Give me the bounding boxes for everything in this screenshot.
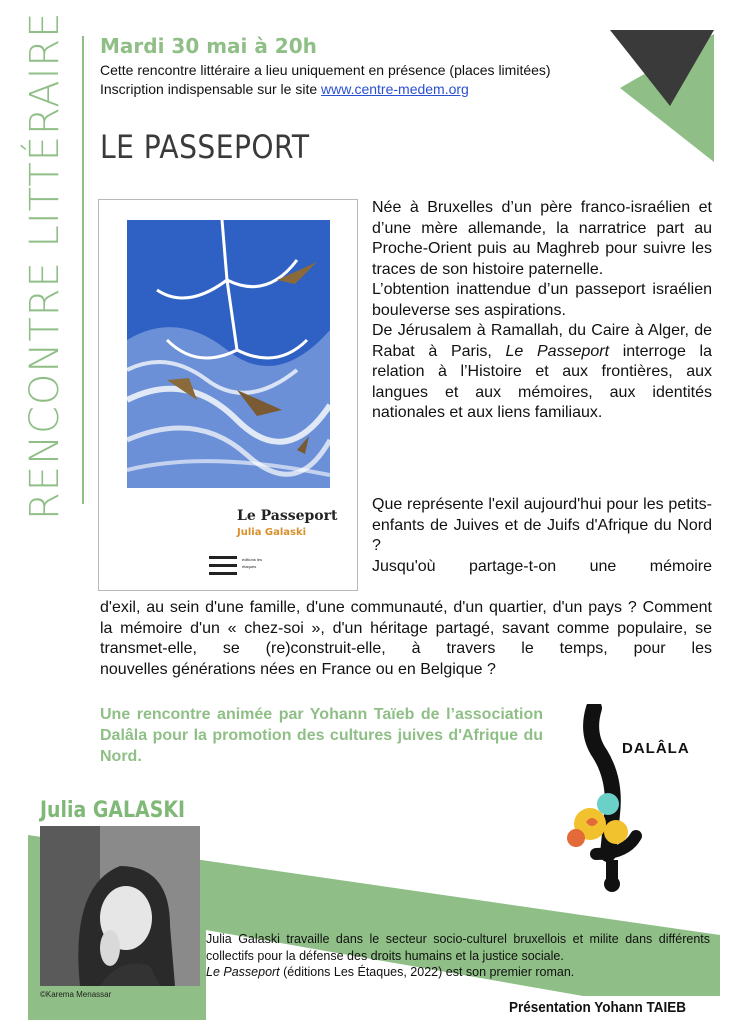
event-registration-line — [100, 81, 469, 97]
book-cover — [98, 199, 358, 591]
question-paragraph: Que représente l'exil aujourd'hui pour les petits-enfants de Juives et de Juifs d'Afrique du Nord ? — [372, 496, 712, 554]
questions-block — [372, 495, 712, 577]
publisher-name: éditions les étaques — [242, 557, 263, 569]
cover-title: Le Passeport — [237, 508, 338, 524]
description-paragraph — [372, 321, 712, 424]
animation-note: Une rencontre animée par Yohann Taïeb de l’association Dalâla pour la promotion des cultures juives d'Afrique du Nord. — [100, 706, 543, 765]
question-continuation — [100, 598, 712, 680]
question-last-line: nouvelles générations nées en France ou en Belgique ? — [100, 660, 496, 678]
bio-line: Julia Galaski travaille dans le secteur socio-culturel bruxellois et milite dans différents collectifs pour la défense des droits humains et la justice sociale. — [206, 932, 710, 963]
description-text: De Jérusalem à Ramallah, du Caire à Alger, de Rabat à Paris, — [372, 322, 712, 360]
dalala-name: DALÂLA — [622, 740, 690, 757]
presenter-credit: Présentation Yohann TAIEB — [509, 999, 687, 1016]
bio-book-title: Le Passeport — [206, 965, 280, 979]
description-paragraph: Née à Bruxelles d’un père franco-israélien et d’une mère allemande, la narratrice part au Proche-Orient puis au Maghreb pour suivre les traces de son histoire paternelle. — [372, 199, 712, 278]
corner-triangles — [610, 30, 720, 166]
event-date: Mardi 30 mai à 20h — [100, 34, 317, 58]
page-title: LE PASSEPORT — [100, 128, 310, 166]
event-info-line: Cette rencontre littéraire a lieu uniquement en présence (places limitées) — [100, 62, 551, 78]
question-lead: Jusqu'où partage-t-on une mémoire — [372, 557, 712, 575]
cover-author: Julia Galaski — [237, 527, 307, 538]
side-divider — [82, 36, 84, 504]
author-photo — [40, 826, 200, 986]
book-title-italic: Le Passeport — [505, 342, 610, 360]
photo-credit: ©Karema Menassar — [40, 990, 112, 999]
description-text: interroge la relation à l’Histoire et aux frontières, aux langues et aux mémoires, aux identités nationales et aux liens familiaux. — [372, 342, 713, 421]
registration-text: Inscription indispensable sur le site — [100, 81, 322, 97]
author-bio — [206, 931, 710, 981]
bio-text: (éditions Les Étaques, 2022) est son premier roman. — [279, 965, 575, 979]
publisher-logo — [209, 556, 237, 576]
cover-artwork — [127, 220, 330, 488]
question-text: d'exil, au sein d'une famille, d'une communauté, d'un quartier, d'un pays ? Comment la mémoire d'un « chez-soi », d'un héritage partagé, savant comme populaire, se transmet-elle, se (re)construit-elle, à travers le temps, pour les — [100, 599, 712, 657]
book-description — [372, 198, 712, 424]
website-link[interactable]: www.centre-medem.org — [321, 81, 469, 97]
side-label: RENCONTRE LITTÉRAIRE — [22, 11, 68, 520]
bio-line — [206, 964, 710, 981]
author-name: Julia GALASKI — [40, 798, 186, 823]
description-paragraph: L’obtention inattendue d’un passeport israélien bouleverse ses aspirations. — [372, 281, 712, 319]
